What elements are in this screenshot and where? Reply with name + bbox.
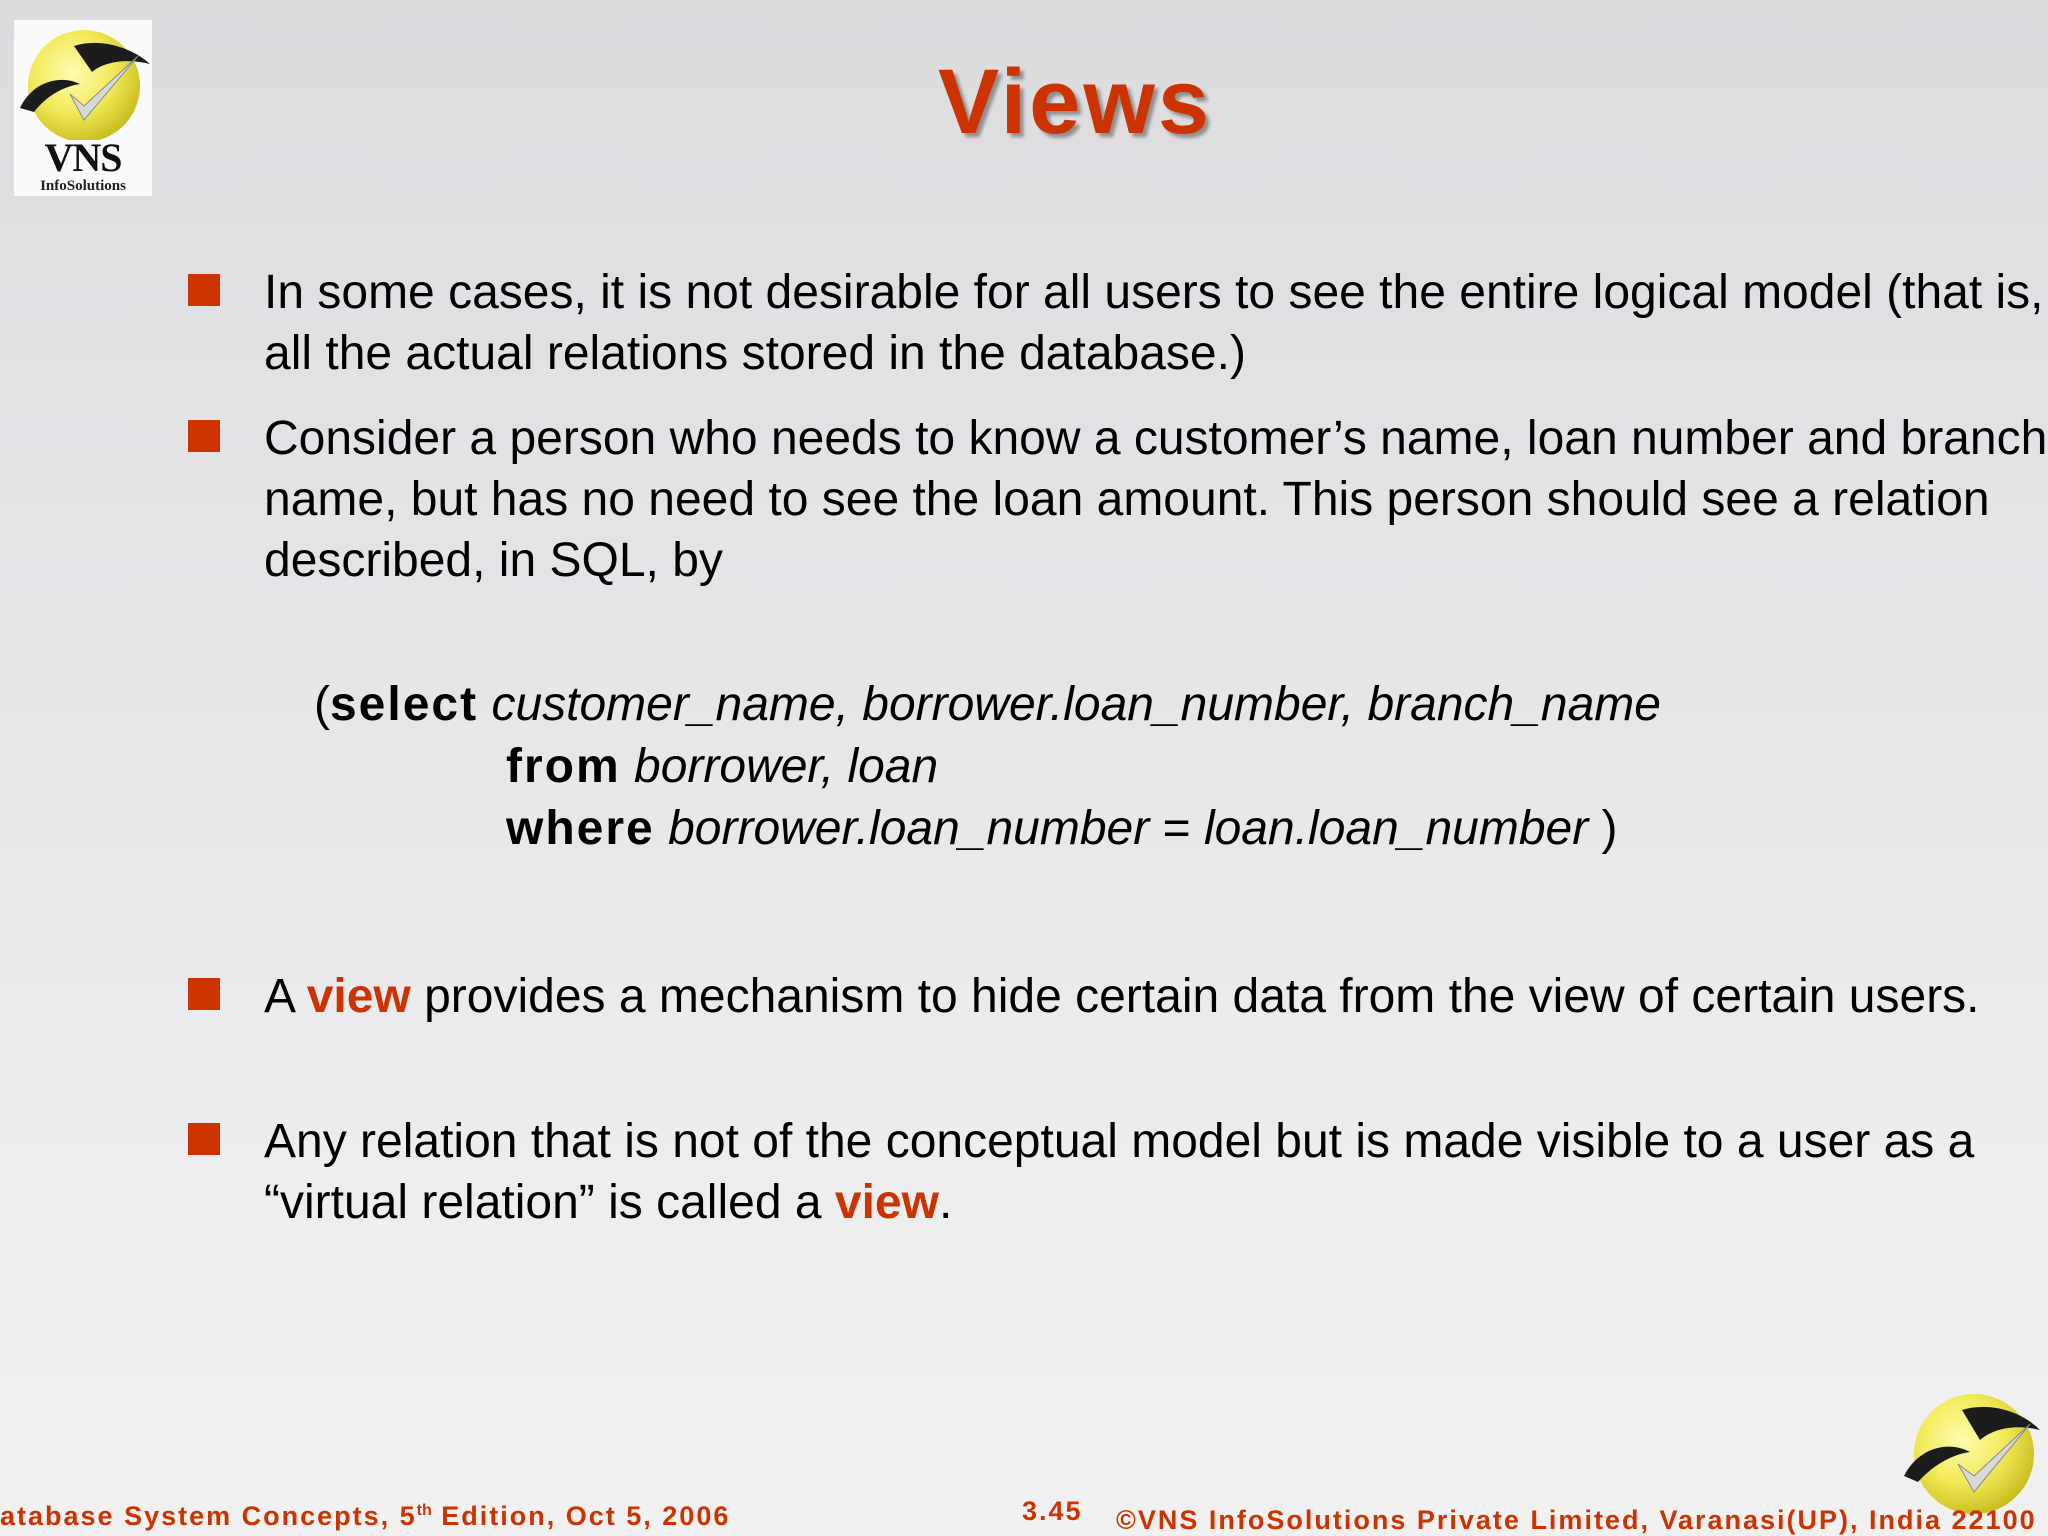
sql-where-line <box>506 798 1618 860</box>
bullet-text: In some cases, it is not desirable for all users to see the entire logical model (that is, all the actual relations stored in the database.) <box>264 266 2044 380</box>
sql-where-operator: = <box>1149 802 1204 855</box>
sql-where-keyword: where <box>506 802 655 855</box>
sql-close-paren: ) <box>1588 802 1618 855</box>
sql-where-right: loan.loan_number <box>1203 802 1589 855</box>
sql-from-keyword: from <box>506 740 621 793</box>
footer-left-superscript: th <box>416 1502 432 1519</box>
square-bullet-icon <box>188 1123 220 1155</box>
view-keyword: view <box>306 970 411 1023</box>
sql-from-line <box>506 736 938 798</box>
square-bullet-icon <box>188 274 220 306</box>
logo-emblem-icon <box>1900 1386 2040 1516</box>
bullet-text-suffix: provides a mechanism to hide certain data from the view of certain users. <box>410 970 1980 1023</box>
footer-course-info <box>0 1496 730 1531</box>
sql-select-columns: customer_name, borrower.loan_number, branch_name <box>491 678 1661 731</box>
bullet-text-prefix: Any relation that is not of the conceptual model but is made visible to a user as a “virtual relation” is called a <box>264 1115 1975 1229</box>
sql-open-paren: ( <box>314 678 330 731</box>
square-bullet-icon <box>188 978 220 1010</box>
logo-subtitle: InfoSolutions <box>40 178 126 194</box>
sql-select-line <box>314 674 1661 736</box>
footer-copyright: ©VNS InfoSolutions Private Limited, Varanasi(UP), India 22100 <box>1116 1505 2037 1535</box>
logo-name: VNS <box>44 135 122 180</box>
bullet-text <box>264 966 2048 1027</box>
vns-logo-small <box>1900 1386 2040 1516</box>
bullet-text: Consider a person who needs to know a customer’s name, loan number and branch name, but has no need to see the loan amount. This person should see a relation described, in SQL, by <box>264 412 2048 587</box>
slide-title: Views <box>937 51 1213 153</box>
square-bullet-icon <box>188 420 220 452</box>
bullet-text <box>264 1111 2048 1233</box>
sql-from-tables: borrower, loan <box>634 740 939 793</box>
bullet-text-suffix: . <box>938 1176 953 1229</box>
bullet-text-prefix: A <box>264 970 307 1023</box>
footer-page-number: 3.45 <box>1022 1496 1083 1526</box>
sql-where-left: borrower.loan_number <box>668 802 1150 855</box>
view-keyword: view <box>834 1176 939 1229</box>
footer-left-rest: Edition, Oct 5, 2006 <box>431 1501 731 1531</box>
footer-left-text: atabase System Concepts, 5 <box>0 1501 417 1531</box>
sql-select-keyword: select <box>329 678 479 731</box>
